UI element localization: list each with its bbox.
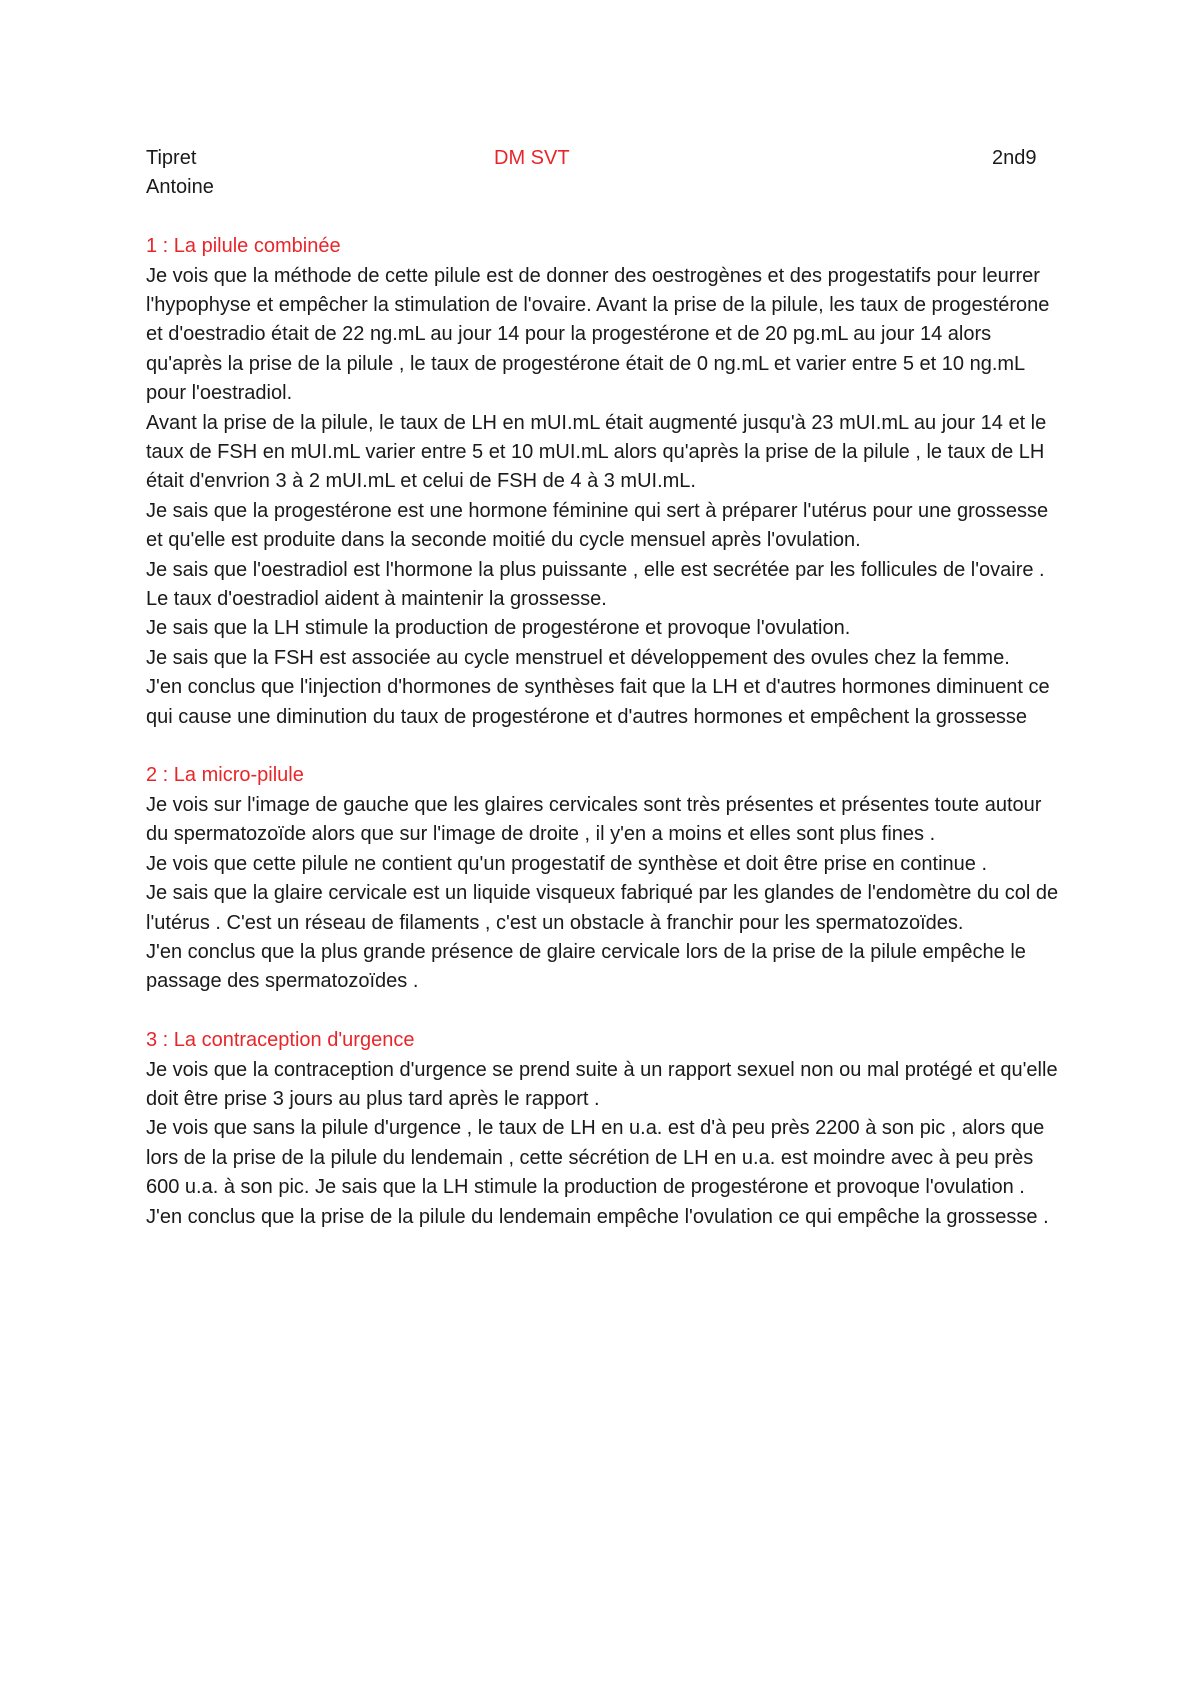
paragraph: Avant la prise de la pilule, le taux de LH en mUI.mL était augmenté jusqu'à 23 mUI.mL au jour 14 et le taux de FSH en mUI.mL varier entre 5 et 10 mUI.mL alors qu'après la prise de la pilule , le taux de LH était d'envrion 3 à 2 mUI.mL et celui de FSH de 4 à 3 mUI.mL. <box>146 411 1047 493</box>
section-title: 1 : La pilule combinée <box>146 235 341 258</box>
student-first-name: Antoine <box>146 176 214 199</box>
paragraph: J'en conclus que l'injection d'hormones de synthèses fait que la LH et d'autres hormones diminuent ce qui cause une diminution du taux de progestérone et d'autres hormones et empêchent la grossesse <box>146 676 1050 728</box>
paragraph: Je sais que l'oestradiol est l'hormone la plus puissante , elle est secrétée par les follicules de l'ovaire . Le taux d'oestradiol aident à maintenir la grossesse. <box>146 558 1045 611</box>
paragraph: Je sais que la LH stimule la production de progestérone et provoque l'ovulation. <box>146 617 851 640</box>
paragraph: Je vois que cette pilule ne contient qu'un progestatif de synthèse et doit être prise en continue . <box>146 852 988 875</box>
header-row <box>146 144 1066 173</box>
paragraph: J'en conclus que la prise de la pilule du lendemain empêche l'ovulation ce qui empêche la grossesse . <box>146 1205 1049 1228</box>
class-label: 2nd9 <box>992 147 1037 169</box>
section-title: 3 : La contraception d'urgence <box>146 1029 415 1052</box>
section-micro-pill <box>146 761 1066 996</box>
paragraph: Je sais que la glaire cervicale est un liquide visqueux fabriqué par les glandes de l'endomètre du col de l'utérus . C'est un réseau de filaments , c'est un obstacle à franchir pour les spermatozoïdes. <box>146 882 1059 934</box>
section-combined-pill <box>146 232 1066 732</box>
section-emergency-contraception <box>146 1026 1066 1232</box>
paragraph: J'en conclus que la plus grande présence de glaire cervicale lors de la prise de la pilule empêche le passage des spermatozoïdes . <box>146 940 1026 993</box>
paragraph: Je sais que la progestérone est une hormone féminine qui sert à préparer l'utérus pour une grossesse et qu'elle est produite dans la seconde moitié du cycle mensuel après l'ovulation. <box>146 499 1049 552</box>
paragraph: Je vois que la méthode de cette pilule est de donner des oestrogènes et des progestatifs pour leurrer l'hypophyse et empêcher la stimulation de l'ovaire. Avant la prise de la pilule, les taux de progestérone et d'oestradio était de 22 ng.mL au jour 14 pour la progestérone et de 20 pg.mL au jour 14 alors qu'après la prise de la pilule , le taux de progestérone était de 0 ng.mL et varier entre 5 et 10 ng.mL pour l'oestradiol. <box>146 264 1050 405</box>
section-title: 2 : La micro-pilule <box>146 764 304 787</box>
student-last-name: Tipret <box>146 147 197 169</box>
paragraph: Je vois que sans la pilule d'urgence , le taux de LH en u.a. est d'à peu près 2200 à son pic , alors que lors de la prise de la pilule du lendemain , cette sécrétion de LH en u.a. est moindre avec à peu près 600 u.a. à son pic. Je sais que la LH stimule la production de progestérone et provoque l'ovulation . <box>146 1117 1045 1199</box>
paragraph: Je vois sur l'image de gauche que les glaires cervicales sont très présentes et présentes toute autour du spermatozoïde alors que sur l'image de droite , il y'en a moins et elles sont plus fines . <box>146 793 1042 846</box>
document-title: DM SVT <box>494 147 570 169</box>
paragraph: Je sais que la FSH est associée au cycle menstruel et développement des ovules chez la femme. <box>146 646 1010 669</box>
document-page <box>146 144 1066 1232</box>
paragraph: Je vois que la contraception d'urgence se prend suite à un rapport sexuel non ou mal protégé et qu'elle doit être prise 3 jours au plus tard après le rapport . <box>146 1058 1058 1110</box>
